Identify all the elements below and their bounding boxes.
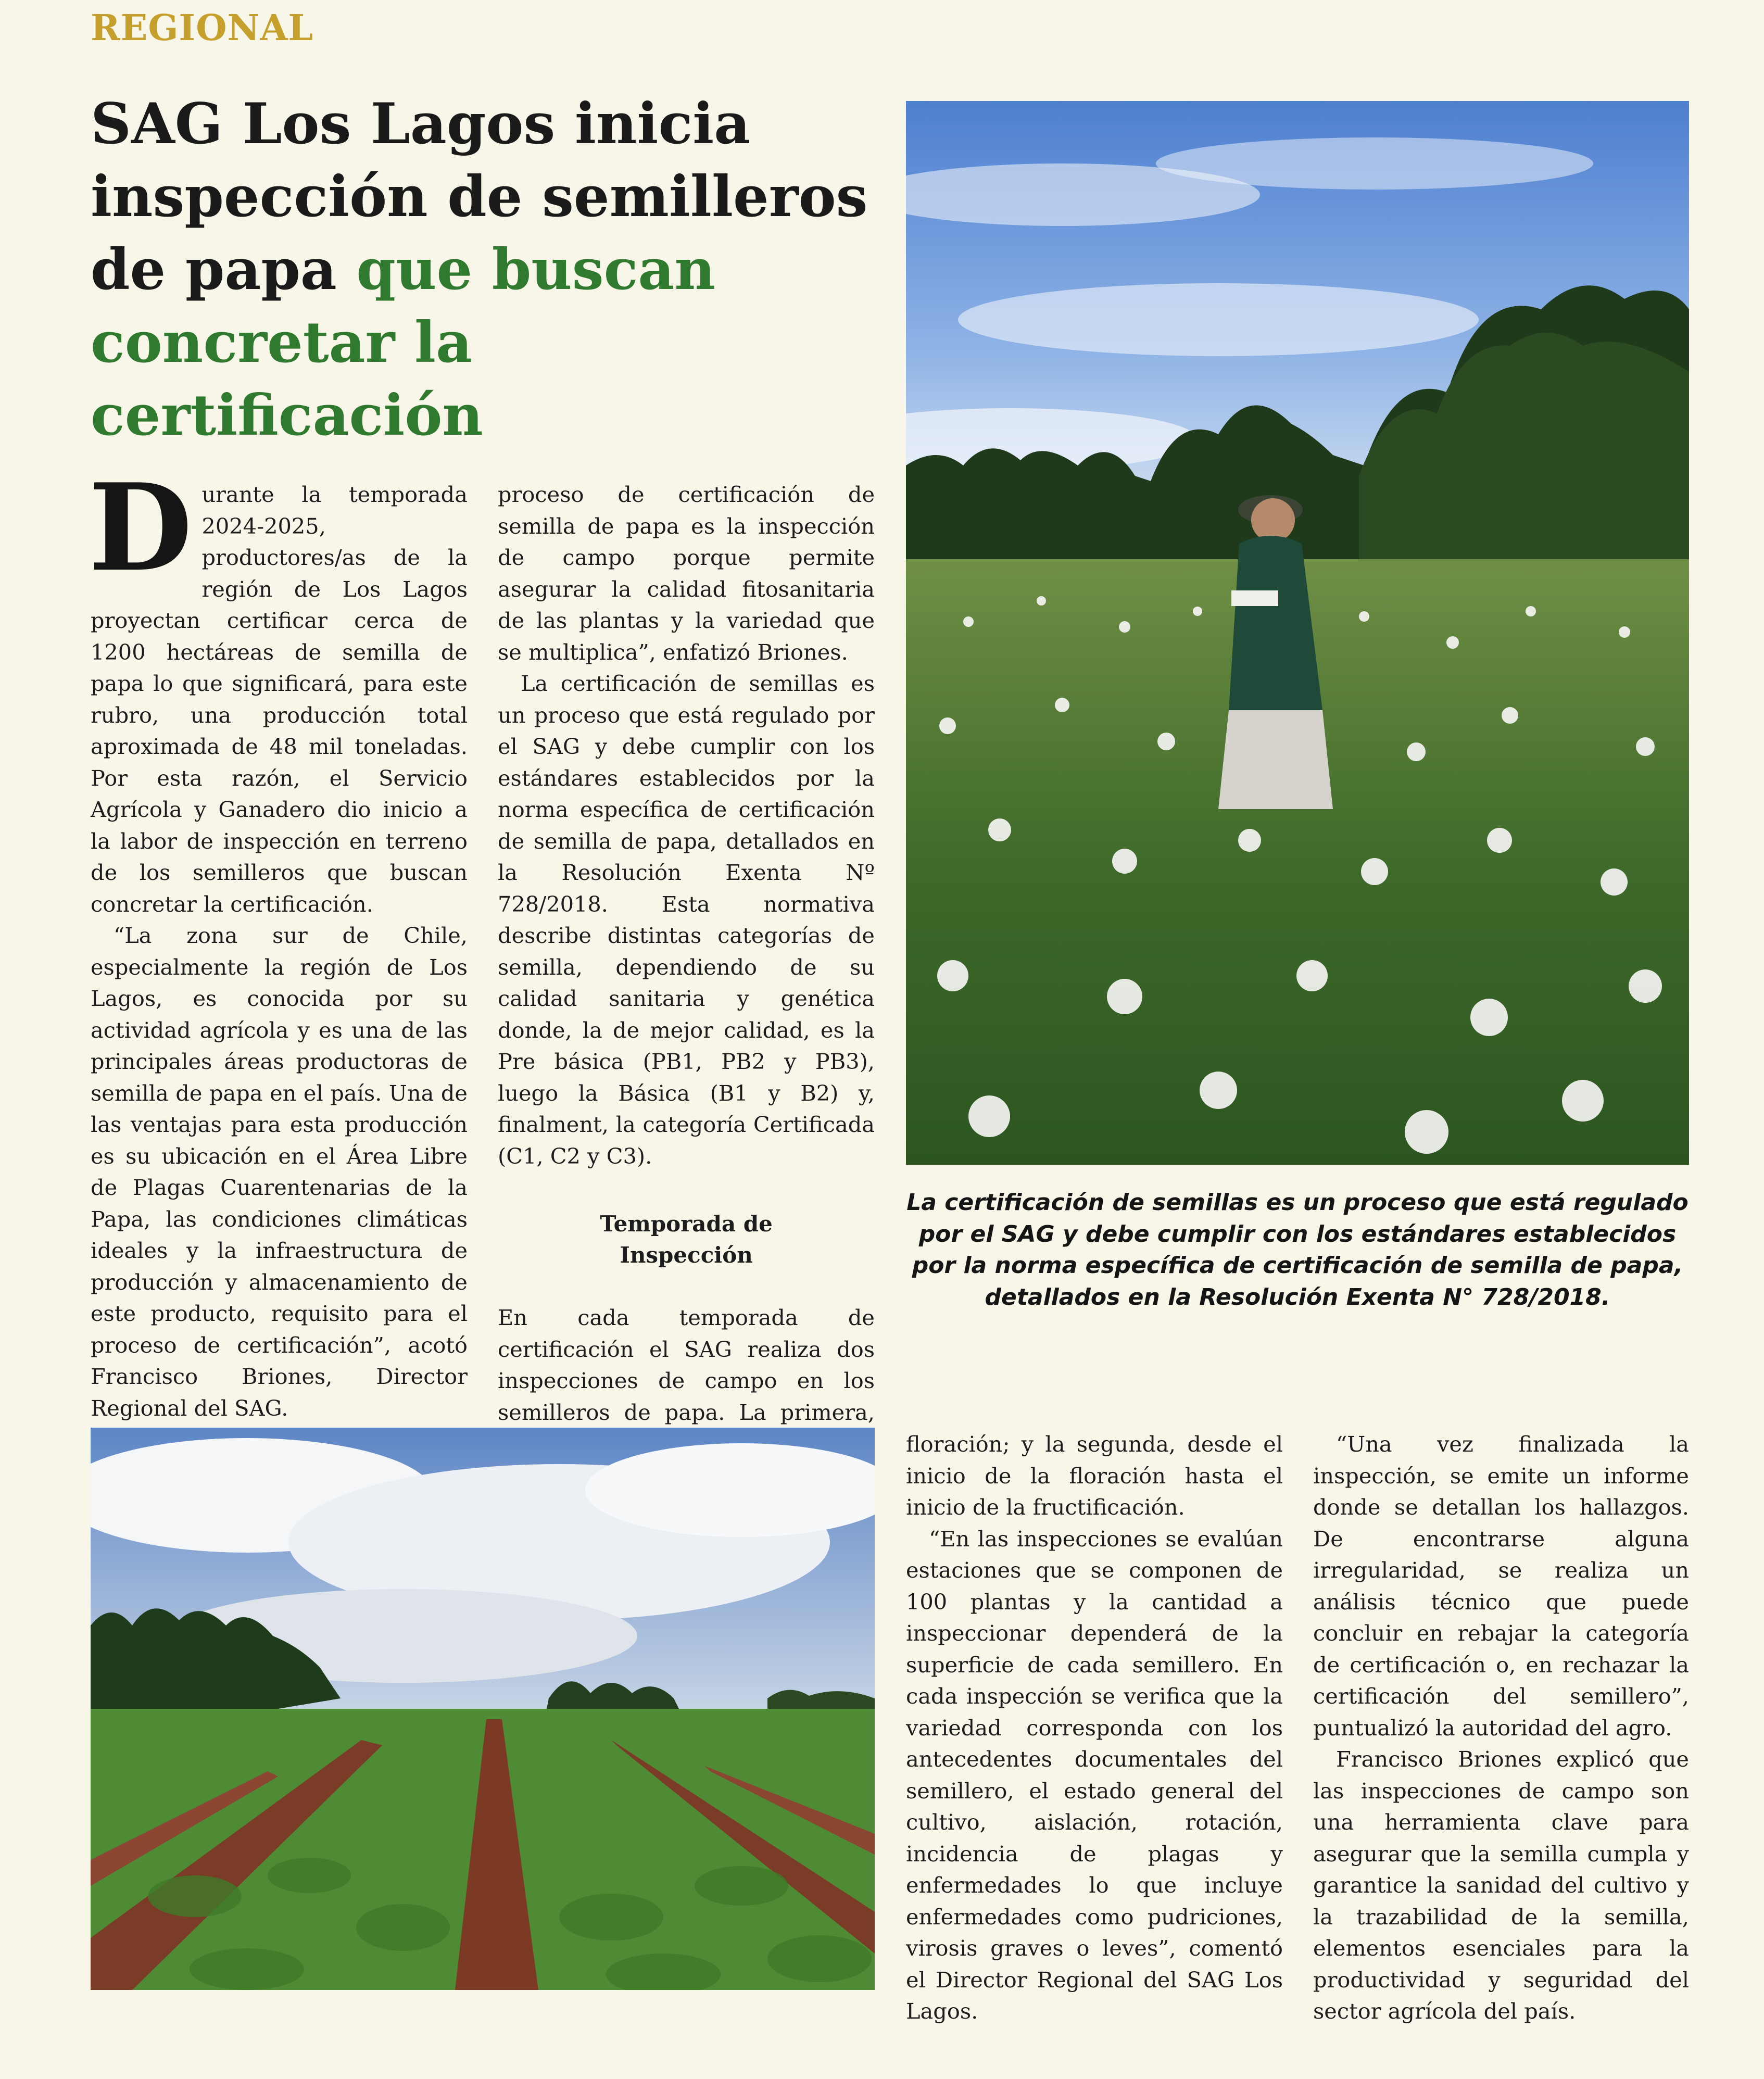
section-label: REGIONAL <box>91 7 314 49</box>
paragraph-inspecciones: “En las inspecciones se evalúan estaciones que se componen de 100 plantas y la cantidad a inspeccionar dependerá de la superficie de cada semillero. En cada inspección se verifica que la variedad corresponda con los antecedentes documentales del semillero, el estado general del cultivo, aislación, rotación, incidencia de plagas y enfermedades lo que incluye enfermedades como pudriciones, virosis graves o leves”, comentó el Director Regional del SAG Los Lagos. <box>906 1526 1283 2024</box>
headline <box>91 87 872 452</box>
article-column-4 <box>1313 1429 1689 2027</box>
paragraph-temporada-cont: floración; y la segunda, desde el inicio de la floración hasta el inicio de la fructificación. <box>906 1431 1283 1520</box>
subheading-temporada: Temporada de Inspección <box>600 1211 773 1268</box>
headline-part-black: SAG Los Lagos inicia inspección de semilleros de papa <box>91 91 868 303</box>
article-column-1 <box>89 458 468 1456</box>
photo-potato-rows-image <box>91 1428 875 1990</box>
paragraph-informe: “Una vez finalizada la inspección, se emite un informe donde se detallan los hallazgos. De encontrarse alguna irregularidad, se realiza un análisis técnico que puede concluir en rebajar la categoría de certificación o, en rechazar la certificación del semillero”, puntualizó la autoridad del agro. <box>1313 1431 1689 1741</box>
dropcap: D <box>89 458 193 598</box>
photo-potato-rows <box>91 1428 875 1990</box>
paragraph-certificacion: La certificación de semillas es un proceso que está regulado por el SAG y debe cumplir con los estándares establecidos por la norma específica de certificación de semilla de papa, detallados en la Resolución Exenta Nº 728/2018. Esta normativa describe distintas categorías de semilla, dependiendo de su calidad sanitaria y genética donde, la de mejor calidad, es la Pre básica (PB1, PB2 y PB3), luego la Básica (B1 y B2) y, finalment, la categoría Certificada (C1, C2 y C3). <box>498 671 875 1169</box>
photo-inspector-field <box>906 101 1689 1165</box>
paragraph-etapa-cont: proceso de certificación de semilla de papa es la inspección de campo porque permite asegurar la calidad fitosanitaria de las plantas y la variedad que se multiplica”, enfatizó Briones. <box>498 482 875 665</box>
photo-caption: La certificación de semillas es un proceso que está regulado por el SAG y debe cumplir con los estándares establecidos por la norma específica de certificación de semilla de papa, detallados en la Resolución Exenta N° 728/2018. <box>906 1189 1689 1311</box>
headline-part-green: que buscan concretar la certificación <box>91 237 715 448</box>
article-column-2 <box>498 479 875 1491</box>
paragraph-zona-sur: “La zona sur de Chile, especialmente la región de Los Lagos, es conocida por su actividad agrícola y es una de las principales áreas productoras de semilla de papa en el país. Una de las ventajas para esta producción es su ubicación en el Área Libre de Plagas Cuarentenarias de la Papa, las condiciones climáticas ideales y la infraestructura de producción y almacenamiento de este producto, requisito para el proceso de certificación”, acotó Francisco Briones, Director Regional del SAG. <box>91 923 468 1421</box>
paragraph-conclusion: Francisco Briones explicó que las inspecciones de campo son una herramienta clave para asegurar que la semilla cumpla y garantice la sanidad del cultivo y la trazabilidad de la semilla, elementos esenciales para la productividad y seguridad del sector agrícola del país. <box>1313 1746 1689 2024</box>
photo-inspector-field-image <box>906 101 1689 1165</box>
paragraph-intro: urante la temporada 2024-2025, productores/as de la región de Los Lagos proyectan certificar cerca de 1200 hectáreas de semilla de papa lo que significará, para este rubro, una producción total aproximada de 48 mil toneladas. Por esta razón, el Servicio Agrícola y Ganadero dio inicio a la labor de inspección en terreno de los semilleros que buscan concretar la certificación. <box>91 482 468 917</box>
paragraph-temporada-start: En cada temporada de certificación el SAG realiza dos inspecciones de campo en los semilleros de papa. La primera, <box>498 1305 875 1425</box>
article-column-3 <box>906 1429 1283 2027</box>
